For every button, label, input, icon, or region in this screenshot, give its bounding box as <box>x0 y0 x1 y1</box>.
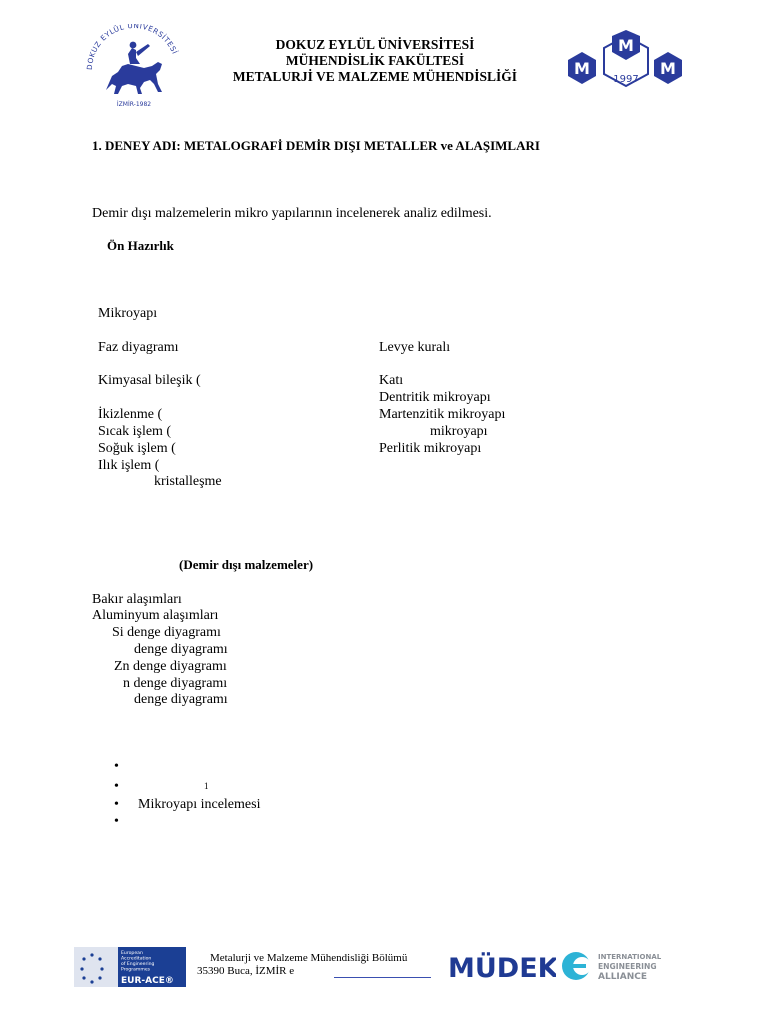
objective-text: Demir dışı malzemelerin mikro yapılarının incelenerek analiz edilmesi. <box>92 206 492 221</box>
term-sicak-islem: Sıcak işlem ( <box>98 424 172 439</box>
eur-ace-line-3: of Engineering <box>121 962 155 967</box>
footer-address-line-1: Metalurji ve Malzeme Mühendisliği Bölümü <box>210 952 408 964</box>
superscript-number: 1 <box>204 781 209 791</box>
logo-year: 1997 <box>613 74 639 85</box>
term-kristallesme: kristalleşme <box>154 474 222 489</box>
horse-rider-icon <box>106 42 162 94</box>
term-ilik-islem: Ilık işlem ( <box>98 458 160 473</box>
iea-line-3: ALLIANCE <box>598 972 648 982</box>
term-kati: Katı <box>379 373 404 388</box>
term-faz-diyagrami: Faz diyagramı <box>98 340 179 355</box>
bullet-1: • <box>114 759 119 774</box>
term-levye-kurali: Levye kuralı <box>379 340 451 355</box>
bullet-4: • <box>114 814 119 829</box>
term-mikroyapi: Mikroyapı <box>98 306 158 321</box>
alloy-aluminyum: Aluminyum alaşımları <box>92 608 219 623</box>
term-kimyasal-bilesik: Kimyasal bileşik ( <box>98 373 201 388</box>
section-title-non-ferrous: (Demir dışı malzemeler) <box>179 557 314 572</box>
iea-logo <box>560 948 664 984</box>
bullet-2: • <box>114 779 119 794</box>
mudek-logo <box>448 950 556 982</box>
iea-line-1: INTERNATIONAL <box>598 953 662 961</box>
footer-address-line-2: 35390 Buca, İZMİR e <box>197 965 295 977</box>
preparation-title: Ön Hazırlık <box>107 238 174 253</box>
mudek-text: MÜDEK <box>448 953 556 982</box>
university-logo <box>78 24 188 108</box>
alloy-si-denge: Si denge diyagramı <box>112 625 221 640</box>
logo-letter-1: M <box>574 59 590 78</box>
term-ikizlenme: İkizlenme ( <box>98 407 163 422</box>
eur-ace-line-1: European <box>121 951 143 956</box>
eur-ace-mark: EUR-ACE® <box>121 976 174 986</box>
alloy-zn-denge: Zn denge diyagramı <box>114 659 227 674</box>
bullet-item-mikroyapi-incelemesi: Mikroyapı incelemesi <box>138 797 261 812</box>
logo-letter-2: M <box>618 36 634 55</box>
alloy-bakir: Bakır alaşımları <box>92 592 182 607</box>
eur-ace-logo <box>74 947 186 987</box>
term-soguk-islem: Soğuk işlem ( <box>98 441 176 456</box>
logo-letter-3: M <box>660 59 676 78</box>
university-year-text: İZMİR-1982 <box>116 101 152 108</box>
iea-line-2: ENGINEERING <box>598 962 657 971</box>
header-faculty-name: MÜHENDİSLİK FAKÜLTESİ <box>285 53 465 68</box>
alloy-denge-2: denge diyagramı <box>134 692 228 707</box>
term-dentritik: Dentritik mikroyapı <box>379 390 491 405</box>
university-ring-text: DOKUZ EYLÜL ÜNİVERSİTESİ <box>84 24 180 71</box>
alloy-n-denge: n denge diyagramı <box>123 676 228 691</box>
bullet-3: • <box>114 797 119 812</box>
eur-ace-line-4: Programmes <box>121 967 151 973</box>
term-perlitik: Perlitik mikroyapı <box>379 441 482 456</box>
alloy-denge-1: denge diyagramı <box>134 642 228 657</box>
footer-email-link-underline[interactable] <box>334 977 431 978</box>
term-martenzitik: Martenzitik mikroyapı <box>379 407 506 422</box>
eur-ace-line-2: Accreditation <box>121 956 152 962</box>
header-university-name: DOKUZ EYLÜL ÜNİVERSİTESİ <box>275 37 475 52</box>
header-department-name: METALURJİ VE MALZEME MÜHENDİSLİĞİ <box>232 69 518 84</box>
experiment-heading: 1. DENEY ADI: METALOGRAFİ DEMİR DIŞI METALLER ve ALAŞIMLARI <box>92 138 540 153</box>
department-logo <box>560 30 690 98</box>
term-mikroyapi-2: mikroyapı <box>430 424 488 439</box>
